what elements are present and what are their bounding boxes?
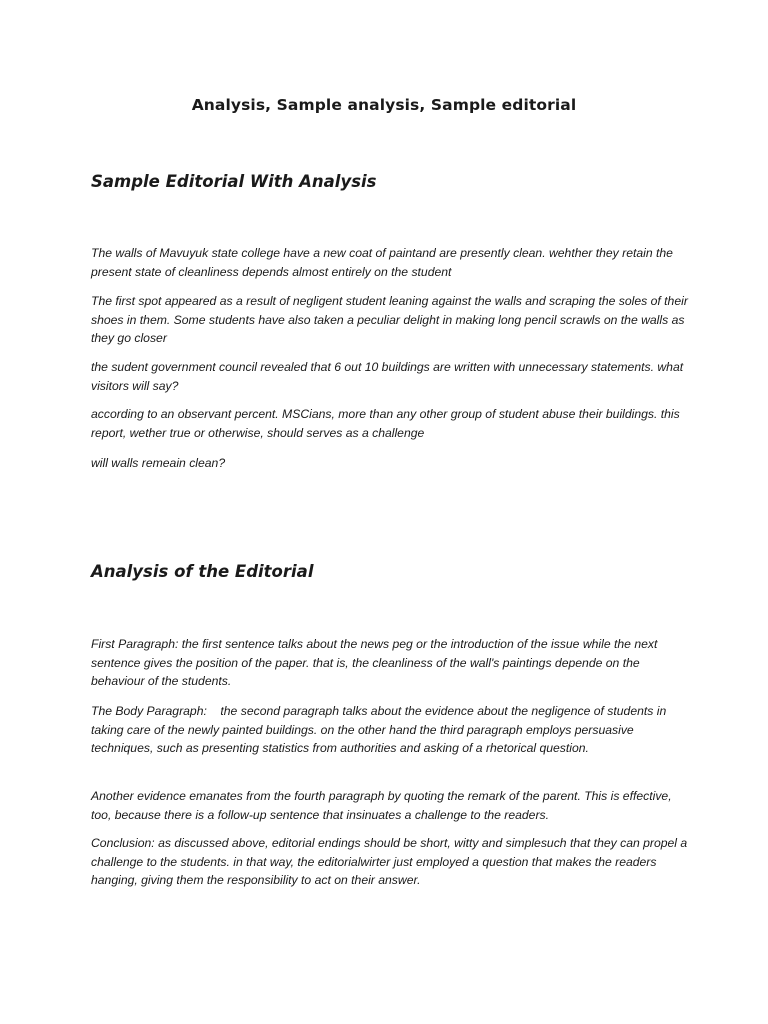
editorial-heading: Sample Editorial With Analysis <box>91 172 377 191</box>
analysis-heading: Analysis of the Editorial <box>91 562 314 581</box>
analysis-paragraph-3: Another evidence emanates from the fourth paragraph by quoting the remark of the parent. This is effective, too, because there is a follow-up sentence that insinuates a challenge to the readers. <box>91 789 675 822</box>
analysis-paragraph-4: Conclusion: as discussed above, editorial endings should be short, witty and simplesuch that they can propel a challenge to the students. in that way, the editorialwirter just employed a question that makes the readers hanging, giving them the responsibility to act on their answer. <box>91 836 691 888</box>
analysis-paragraph-1: First Paragraph: the first sentence talks about the news peg or the introduction of the issue while the next sentence gives the position of the paper. that is, the cleanliness of the wall's paintings depende on the behaviour of the students. <box>91 637 661 689</box>
analysis-paragraph-2: The Body Paragraph: the second paragraph talks about the evidence about the negligence of students in taking care of the newly painted buildings. on the other hand the third paragraph employs persuasive techniques, such as presenting statistics from authorities and asking of a rhetorical question. <box>91 704 670 756</box>
editorial-paragraph-3: the sudent government council revealed that 6 out 10 buildings are written with unnecessary statements. what visitors will say? <box>91 360 687 393</box>
document-title: Analysis, Sample analysis, Sample editorial <box>191 96 577 114</box>
editorial-paragraph-5: will walls remeain clean? <box>91 456 226 470</box>
editorial-paragraph-1: The walls of Mavuyuk state college have a new coat of paintand are presently clean. wehther they retain the present state of cleanliness depends almost entirely on the student <box>91 246 677 279</box>
editorial-paragraph-4: according to an observant percent. MSCians, more than any other group of student abuse their buildings. this report, wether true or otherwise, should serves as a challenge <box>91 407 684 440</box>
editorial-paragraph-2: The first spot appeared as a result of negligent student leaning against the walls and scraping the soles of their shoes in them. Some students have also taken a peculiar delight in making long pencil scrawls on the walls as they go closer <box>91 294 692 346</box>
